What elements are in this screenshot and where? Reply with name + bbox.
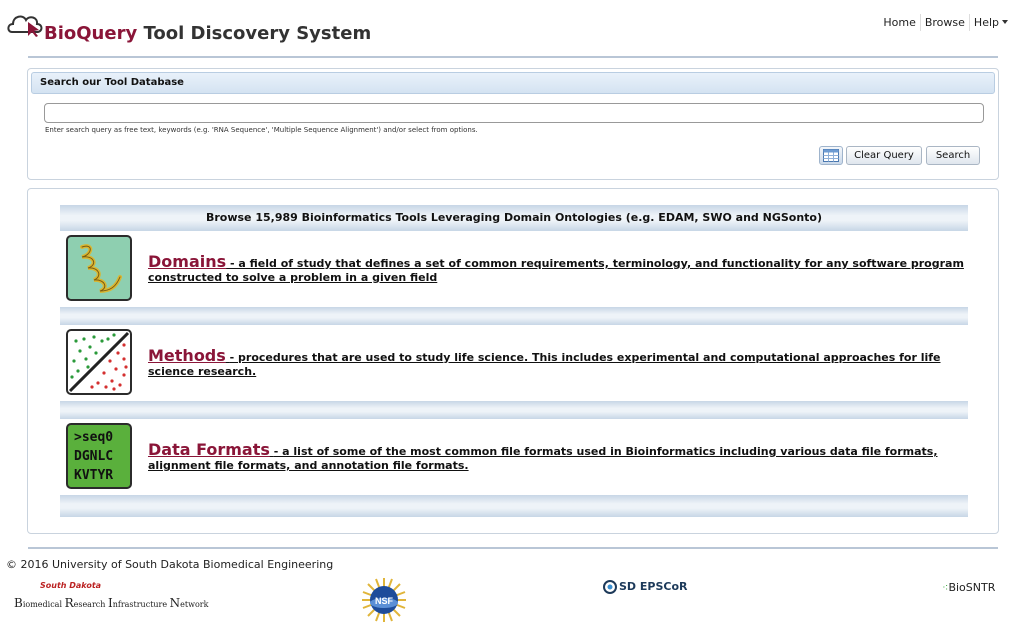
brin-word-etwork: etwork: [180, 600, 209, 609]
search-panel: [27, 68, 999, 180]
brin-word-nfrastructure: nfrastructure: [112, 600, 170, 609]
domains-link[interactable]: [148, 252, 968, 285]
search-panel-title: Search our Tool Database: [40, 77, 184, 88]
brand-rest: Tool Discovery System: [143, 23, 372, 44]
site-header: [0, 0, 1024, 60]
brin-initial-i: I: [107, 596, 113, 610]
brin-state-label: South Dakota: [40, 581, 102, 590]
brin-word-iomedical: iomedical: [22, 600, 65, 609]
domains-description: - a field of study that defines a set of common requirements, terminology, and functionality for any software program constructed to solve a problem in a given field: [148, 257, 964, 284]
browse-panel: [27, 188, 999, 534]
brin-initial-b: B: [14, 596, 23, 610]
brin-network-name: [14, 596, 208, 610]
brin-initial-n: N: [169, 596, 181, 610]
search-hint: Enter search query as free text, keywords (e.g. 'RNA Sequence', 'Multiple Sequence Alignment') and/or select from options.: [45, 126, 478, 134]
clear-query-button[interactable]: Clear Query: [846, 146, 922, 165]
sequence-icon: [66, 423, 132, 489]
site-title[interactable]: [44, 23, 371, 44]
biosntr-dots-icon: ⁖: [942, 581, 949, 594]
brin-logo[interactable]: [12, 580, 209, 616]
methods-title: Methods: [148, 346, 226, 365]
epscor-label: SD EPSCoR: [619, 580, 688, 593]
data-formats-link[interactable]: [148, 440, 968, 473]
nsf-logo-icon[interactable]: [362, 578, 406, 622]
chevron-down-icon: [1002, 20, 1008, 24]
scatter-icon: [66, 329, 132, 395]
methods-link[interactable]: [148, 346, 968, 379]
row-divider: [60, 307, 968, 325]
footer-divider: [28, 547, 998, 549]
sequence-line: KVTYR: [74, 468, 114, 483]
top-navigation: [879, 14, 1012, 31]
brin-word-esearch: esearch: [73, 600, 108, 609]
cloud-cursor-logo-icon: [6, 10, 46, 38]
helix-icon: [66, 235, 132, 301]
browse-title: Browse 15,989 Bioinformatics Tools Leveraging Domain Ontologies (e.g. EDAM, SWO and NGSonto): [205, 211, 823, 224]
data-formats-title: Data Formats: [148, 440, 270, 459]
sequence-line: >seq0: [74, 430, 114, 445]
row-divider: [60, 495, 968, 517]
row-divider: [60, 401, 968, 419]
epscor-emblem-icon: [603, 579, 617, 595]
brin-initial-r: R: [64, 596, 74, 610]
domains-title: Domains: [148, 252, 227, 271]
biosntr-label: BioSNTR: [948, 581, 996, 594]
nav-browse[interactable]: Browse: [920, 14, 969, 31]
methods-description: - procedures that are used to study life science. This includes experimental and computational approaches for life science research.: [148, 351, 941, 378]
nav-help-dropdown[interactable]: [969, 14, 1012, 31]
nav-help-label: Help: [973, 16, 999, 29]
copyright-text: © 2016 University of South Dakota Biomedical Engineering: [6, 558, 334, 571]
browse-title-bar: [60, 205, 968, 231]
data-formats-description: - a list of some of the most common file formats used in Bioinformatics including various data file formats, alignment file formats, and annotation file formats.: [148, 445, 938, 472]
nav-home[interactable]: Home: [883, 16, 916, 29]
brand-highlight: BioQuery: [44, 23, 138, 44]
search-button[interactable]: Search: [926, 146, 980, 165]
search-input[interactable]: [44, 103, 984, 123]
search-panel-header: [31, 72, 995, 94]
table-grid-icon: [823, 149, 839, 162]
biosntr-logo[interactable]: [942, 581, 995, 594]
sequence-line: DGNLC: [74, 449, 114, 464]
header-divider: [28, 56, 998, 58]
advanced-options-button[interactable]: [819, 146, 843, 165]
nsf-label: NSF: [375, 596, 393, 606]
